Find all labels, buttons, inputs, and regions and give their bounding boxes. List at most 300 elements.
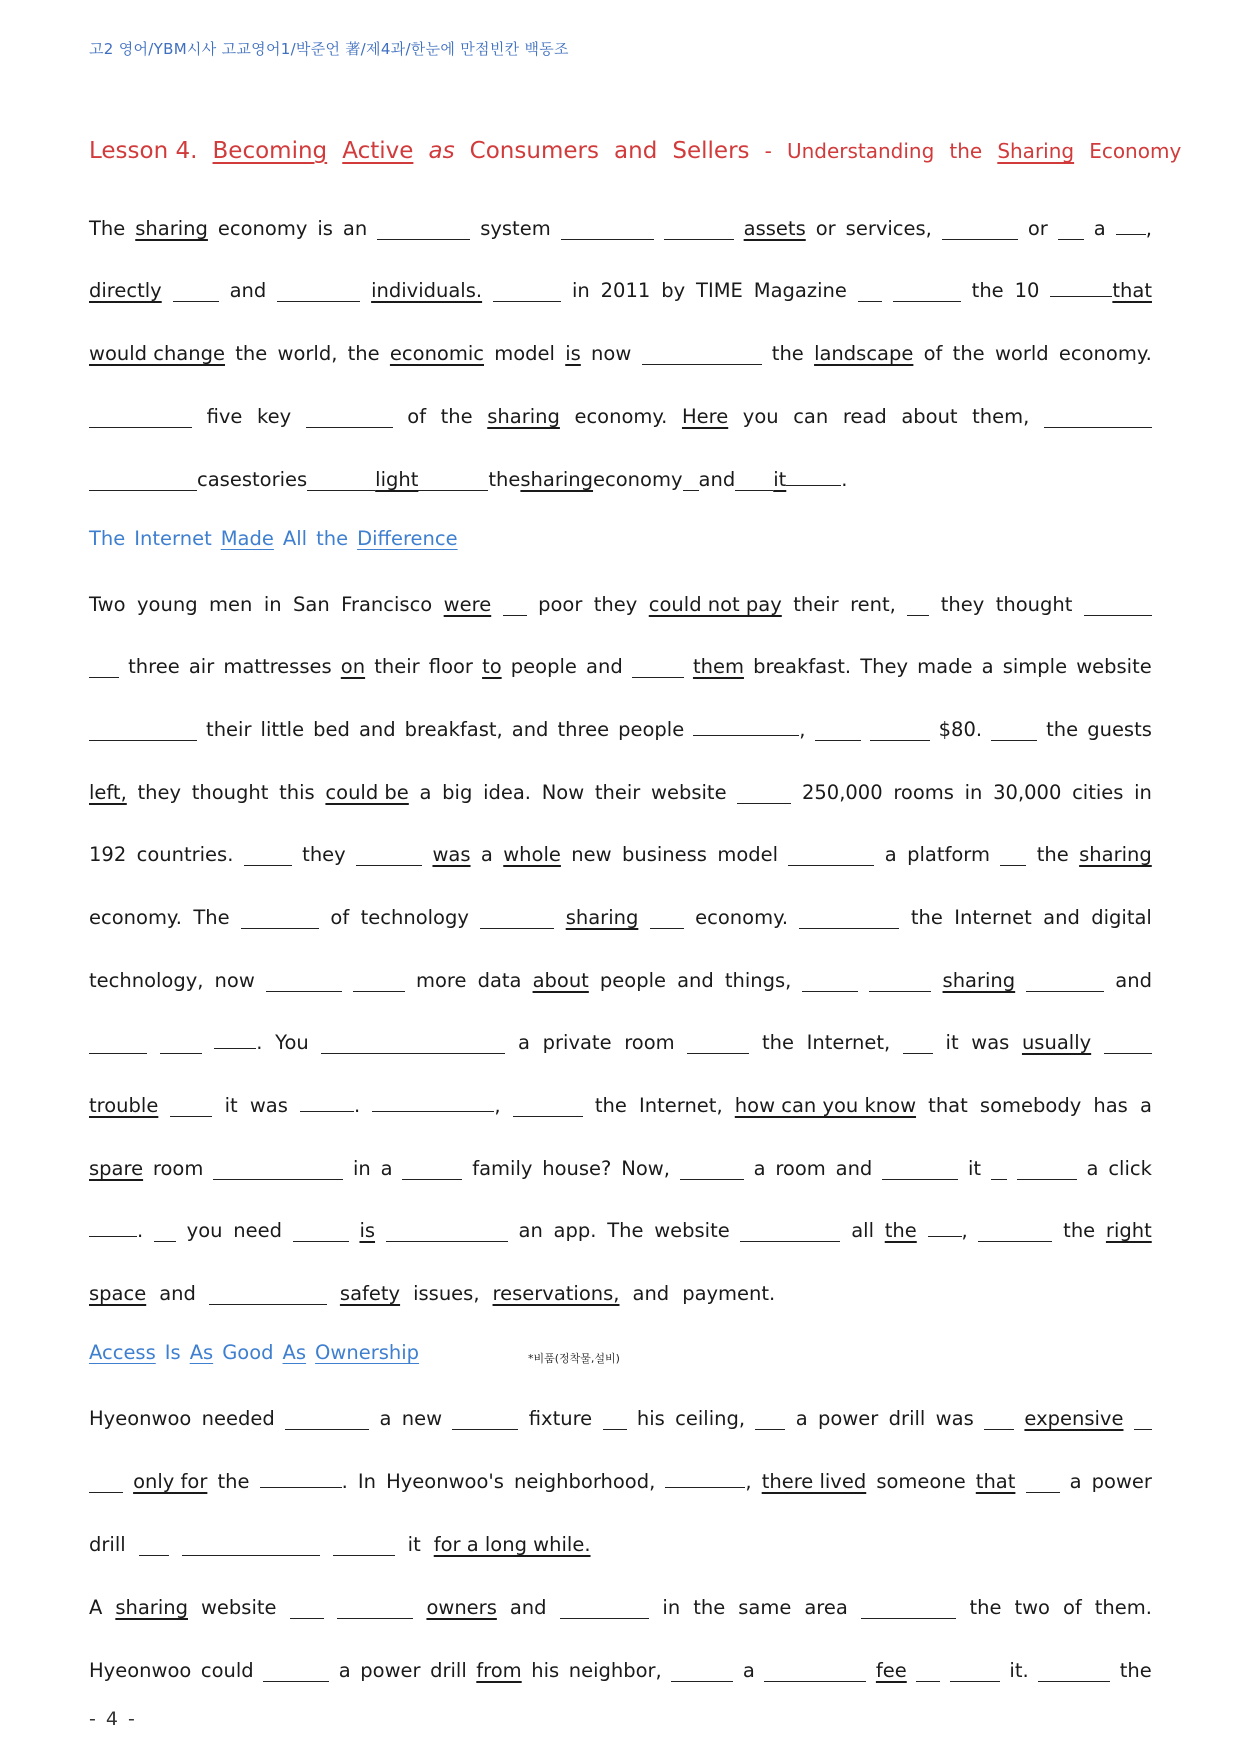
blank[interactable] <box>815 722 861 741</box>
word: San <box>293 593 330 616</box>
word: someone <box>876 1470 966 1493</box>
text-line-7 <box>89 648 1152 678</box>
word: people <box>510 655 577 678</box>
word: their <box>374 655 420 678</box>
word: or <box>815 217 836 240</box>
word: it <box>967 1157 982 1180</box>
word: sharing <box>942 969 1016 992</box>
word: five <box>206 405 243 428</box>
blank[interactable] <box>799 910 899 929</box>
blank[interactable] <box>89 409 192 428</box>
word: three <box>128 655 180 678</box>
word: new <box>571 843 612 866</box>
word: air <box>188 655 215 678</box>
blank[interactable] <box>735 472 773 491</box>
word: and <box>677 969 714 992</box>
word: it <box>407 1533 421 1556</box>
word: economy. <box>1058 342 1152 365</box>
word: you <box>186 1219 223 1242</box>
word: the <box>1046 718 1079 741</box>
word: 250,000 <box>801 781 883 804</box>
word: has <box>1093 1094 1128 1117</box>
blank[interactable] <box>307 472 375 491</box>
word: Hyeonwoo <box>89 1407 192 1430</box>
word: room <box>624 1031 675 1054</box>
blank[interactable] <box>978 1223 1052 1242</box>
word: website <box>651 781 727 804</box>
word: they <box>940 593 985 616</box>
blank[interactable] <box>503 597 527 616</box>
word: were <box>443 593 492 616</box>
blank[interactable] <box>984 1411 1014 1430</box>
blank[interactable] <box>861 1600 957 1619</box>
blank[interactable] <box>1104 1035 1152 1054</box>
word: and <box>698 468 736 491</box>
text-line-6 <box>89 586 1152 616</box>
word: family <box>472 1157 533 1180</box>
blank[interactable] <box>755 1411 785 1430</box>
word: 2011 <box>600 279 651 302</box>
word: The <box>193 906 230 929</box>
word: whole <box>503 843 561 866</box>
word: is <box>317 217 333 240</box>
word: Hyeonwoo <box>89 1659 192 1682</box>
blank[interactable] <box>170 1098 212 1117</box>
word: a <box>380 1157 393 1180</box>
blank[interactable] <box>89 1474 123 1493</box>
word: now <box>214 969 255 992</box>
blank[interactable] <box>1017 1161 1077 1180</box>
word: economic <box>389 342 484 365</box>
blank[interactable] <box>1058 221 1084 240</box>
word: more <box>415 969 467 992</box>
blank[interactable] <box>214 1030 256 1049</box>
word: private <box>542 1031 612 1054</box>
word: Internet, <box>806 1031 891 1054</box>
blank[interactable] <box>560 1600 650 1619</box>
word: and <box>586 655 623 678</box>
word: ceiling, <box>675 1407 746 1430</box>
word: new <box>401 1407 443 1430</box>
blank[interactable] <box>139 1537 169 1556</box>
word: sharing <box>115 1596 188 1619</box>
word: or <box>1027 217 1048 240</box>
word: this <box>279 781 315 804</box>
blank[interactable] <box>493 283 561 302</box>
blank[interactable] <box>356 847 422 866</box>
blank[interactable] <box>290 1600 324 1619</box>
word: the <box>969 1596 1002 1619</box>
word: cities <box>1072 781 1124 804</box>
word: people <box>599 969 666 992</box>
blank[interactable] <box>386 1223 508 1242</box>
word: Internet <box>954 906 1032 929</box>
word: they <box>302 843 346 866</box>
word: men <box>209 593 253 616</box>
word: business <box>621 843 707 866</box>
subtitle-word: Sharing <box>997 139 1075 163</box>
blank[interactable] <box>213 1161 343 1180</box>
blank[interactable] <box>693 717 799 736</box>
word: how can you know <box>734 1094 917 1117</box>
word: an <box>518 1219 543 1242</box>
word: Hyeonwoo's <box>386 1470 504 1493</box>
blank[interactable] <box>89 659 119 678</box>
word: in <box>353 1157 371 1180</box>
word: rent, <box>850 593 896 616</box>
word: poor <box>538 593 583 616</box>
word: room <box>152 1157 204 1180</box>
blank[interactable] <box>1050 278 1112 297</box>
word: and <box>358 718 396 741</box>
blank[interactable] <box>321 1035 505 1054</box>
blank[interactable] <box>1084 597 1152 616</box>
text-line-16 <box>89 1212 1152 1242</box>
blank[interactable] <box>664 221 734 240</box>
text-line-4 <box>89 398 1152 428</box>
word: room <box>775 1157 826 1180</box>
blank[interactable] <box>277 283 360 302</box>
blank[interactable] <box>209 1286 327 1305</box>
blank[interactable] <box>285 1411 369 1430</box>
word: their <box>206 718 252 741</box>
word: owners <box>426 1596 497 1619</box>
word: power <box>360 1659 421 1682</box>
word: Magazine <box>753 279 847 302</box>
word: Now <box>541 781 585 804</box>
word: neighborhood, <box>514 1470 656 1493</box>
word: the <box>1119 1659 1152 1682</box>
word: there lived <box>761 1470 867 1493</box>
blank[interactable] <box>300 1093 354 1112</box>
word: fee <box>875 1659 907 1682</box>
word: was <box>935 1407 974 1430</box>
word: in <box>662 1596 681 1619</box>
word: usually <box>1021 1031 1092 1054</box>
page-header: 고2 영어/YBM시사 고교영어1/박준언 著/제4과/한눈에 만점빈칸 백동조 <box>89 40 569 58</box>
blank[interactable] <box>671 1663 733 1682</box>
word: the <box>1036 843 1069 866</box>
blank[interactable] <box>337 1600 413 1619</box>
blank[interactable] <box>89 472 197 491</box>
word: the <box>235 342 268 365</box>
word: The <box>607 1219 644 1242</box>
word: drill <box>888 1407 926 1430</box>
word: digital <box>1091 906 1152 929</box>
blank[interactable] <box>260 1469 342 1488</box>
word: individuals. <box>371 279 483 302</box>
word: of <box>1062 1596 1082 1619</box>
word: sharing <box>135 217 208 240</box>
word: and <box>632 1282 670 1305</box>
blank[interactable] <box>907 597 929 616</box>
word: drill <box>89 1533 126 1556</box>
blank[interactable] <box>1116 216 1146 235</box>
word: rooms <box>893 781 954 804</box>
word: and <box>1043 906 1080 929</box>
word: that <box>928 1094 968 1117</box>
blank[interactable] <box>154 1223 176 1242</box>
word: . <box>841 468 848 491</box>
word: landscape <box>814 342 914 365</box>
blank[interactable] <box>991 1161 1007 1180</box>
word: need <box>233 1219 282 1242</box>
word: and <box>835 1157 873 1180</box>
blank[interactable] <box>764 1663 866 1682</box>
blank[interactable] <box>306 409 393 428</box>
word: . <box>354 1094 361 1117</box>
blank[interactable] <box>950 1663 1000 1682</box>
blank[interactable] <box>244 847 292 866</box>
word: space <box>89 1282 147 1305</box>
word: and <box>511 718 549 741</box>
blank[interactable] <box>1026 973 1104 992</box>
blank[interactable] <box>650 910 684 929</box>
word: same <box>738 1596 792 1619</box>
word: . <box>341 1470 348 1493</box>
word: In <box>357 1470 376 1493</box>
word: thought <box>191 781 269 804</box>
blank[interactable] <box>293 1223 349 1242</box>
word: the <box>761 1031 794 1054</box>
blank[interactable] <box>173 283 219 302</box>
footnote-note: *비품(정착물,설비) <box>528 1352 620 1365</box>
word: was <box>971 1031 1010 1054</box>
blank[interactable] <box>89 722 197 741</box>
word: idea. <box>483 781 532 804</box>
word: The <box>89 217 126 240</box>
blank[interactable] <box>402 1161 462 1180</box>
title-word: and <box>614 138 658 164</box>
word: trouble <box>89 1094 159 1117</box>
blank[interactable] <box>786 467 841 486</box>
word: services, <box>845 217 932 240</box>
blank[interactable] <box>377 221 470 240</box>
word: a <box>480 843 493 866</box>
word: house? <box>542 1157 612 1180</box>
word: on <box>340 655 366 678</box>
blank[interactable] <box>182 1537 320 1556</box>
word: bed <box>313 718 350 741</box>
word: sharing <box>565 906 639 929</box>
blank[interactable] <box>418 472 442 491</box>
word: , <box>745 1470 752 1493</box>
word: Internet, <box>639 1094 723 1117</box>
blank[interactable] <box>683 472 699 491</box>
text-line-20 <box>89 1526 1152 1556</box>
blank[interactable] <box>442 472 488 491</box>
word: the <box>693 1596 726 1619</box>
word: a <box>981 655 994 678</box>
word: a <box>379 1407 392 1430</box>
word: them, <box>972 405 1030 428</box>
word: website <box>654 1219 730 1242</box>
word: safety <box>339 1282 401 1305</box>
word: reservations, <box>492 1282 620 1305</box>
word: and <box>509 1596 547 1619</box>
blank[interactable] <box>1134 1411 1152 1430</box>
word: them <box>692 655 744 678</box>
word: to <box>482 655 502 678</box>
word: a <box>795 1407 808 1430</box>
word: a <box>518 1031 530 1054</box>
blank[interactable] <box>802 973 858 992</box>
word: app. <box>553 1219 597 1242</box>
word: $80. <box>938 718 983 741</box>
blank[interactable] <box>680 1161 744 1180</box>
blank[interactable] <box>858 283 882 302</box>
subtitle-word: Understanding <box>786 139 935 163</box>
word: by <box>661 279 686 302</box>
blank[interactable] <box>452 1411 518 1430</box>
blank[interactable] <box>893 283 961 302</box>
word: and <box>229 279 267 302</box>
word: data <box>477 969 522 992</box>
word: a <box>1069 1470 1082 1493</box>
word: in <box>263 593 282 616</box>
word: his <box>531 1659 560 1682</box>
blank[interactable] <box>241 910 319 929</box>
word: the <box>971 279 1004 302</box>
text-line-11 <box>89 899 1152 929</box>
word: issues, <box>413 1282 480 1305</box>
word: 10 <box>1014 279 1040 302</box>
text-line-15 <box>89 1150 1152 1180</box>
title-word: Consumers <box>469 138 599 164</box>
word: a <box>1086 1157 1099 1180</box>
blank[interactable] <box>903 1035 933 1054</box>
text-line-10 <box>89 836 1152 866</box>
word: in <box>571 279 590 302</box>
word: drill <box>430 1659 467 1682</box>
word: could not pay <box>648 593 782 616</box>
title-word: Active <box>342 138 414 164</box>
word: you <box>742 405 779 428</box>
section-heading-internet: The Internet Made All the Difference <box>89 527 458 550</box>
blank[interactable] <box>991 722 1037 741</box>
title-dash: - <box>764 139 772 163</box>
word: click <box>1108 1157 1152 1180</box>
word: and <box>159 1282 196 1305</box>
blank[interactable] <box>480 910 554 929</box>
word: made <box>917 655 973 678</box>
section-heading-access: Access Is As Good As Ownership <box>89 1341 420 1364</box>
blank[interactable] <box>870 722 930 741</box>
blank[interactable] <box>513 1098 583 1117</box>
blank[interactable] <box>737 785 791 804</box>
word: platform <box>907 843 990 866</box>
blank[interactable] <box>603 1411 627 1430</box>
blank[interactable] <box>642 346 762 365</box>
word: . <box>137 1219 144 1242</box>
blank[interactable] <box>372 1093 494 1112</box>
word: the <box>910 906 943 929</box>
text-line-21 <box>89 1589 1152 1619</box>
word: system <box>480 217 551 240</box>
word: website <box>200 1596 277 1619</box>
word: it <box>773 468 787 491</box>
blank[interactable] <box>942 221 1018 240</box>
word: guests <box>1087 718 1152 741</box>
blank[interactable] <box>160 1035 202 1054</box>
text-line-13 <box>89 1024 1152 1054</box>
text-line-18 <box>89 1400 1152 1430</box>
word: they <box>137 781 182 804</box>
blank[interactable] <box>89 1218 137 1237</box>
word: the <box>771 342 804 365</box>
word: of <box>330 906 350 929</box>
word: A <box>89 1596 103 1619</box>
word: left, <box>89 781 127 804</box>
word: Francisco <box>341 593 433 616</box>
word: they <box>593 593 638 616</box>
word: young <box>137 593 198 616</box>
blank[interactable] <box>1000 847 1026 866</box>
blank[interactable] <box>882 1161 958 1180</box>
blank[interactable] <box>1044 409 1152 428</box>
text-line-1 <box>89 210 1152 240</box>
word: world <box>994 342 1049 365</box>
word: Here <box>681 405 729 428</box>
word: power <box>1091 1470 1152 1493</box>
word: a <box>419 781 432 804</box>
word: . <box>256 1031 263 1054</box>
word: assets <box>743 217 806 240</box>
word: spare <box>89 1157 144 1180</box>
word: a <box>753 1157 766 1180</box>
blank[interactable] <box>740 1223 840 1242</box>
word: about <box>901 405 958 428</box>
word: would change <box>89 342 225 365</box>
word: the <box>1063 1219 1096 1242</box>
title-lesson: Lesson 4. <box>89 138 198 164</box>
text-line-3 <box>89 335 1152 365</box>
text-line-22 <box>89 1652 1152 1682</box>
blank[interactable] <box>632 659 684 678</box>
blank[interactable] <box>1038 1663 1110 1682</box>
word: two <box>1014 1596 1050 1619</box>
blank[interactable] <box>869 973 931 992</box>
word: economy <box>217 217 308 240</box>
text-line-5 <box>89 461 1152 491</box>
word: a <box>742 1659 755 1682</box>
word: neighbor, <box>568 1659 662 1682</box>
blank[interactable] <box>266 973 342 992</box>
text-line-9 <box>89 774 1152 804</box>
blank[interactable] <box>263 1663 329 1682</box>
blank[interactable] <box>89 1035 147 1054</box>
word: fixture <box>528 1407 593 1430</box>
blank[interactable] <box>333 1537 395 1556</box>
word: three <box>557 718 610 741</box>
word: his <box>636 1407 665 1430</box>
blank[interactable] <box>353 973 405 992</box>
word: their <box>793 593 839 616</box>
blank[interactable] <box>665 1469 745 1488</box>
word: area <box>804 1596 848 1619</box>
text-line-2 <box>89 272 1152 302</box>
word: technology, <box>89 969 204 992</box>
blank[interactable] <box>916 1663 940 1682</box>
word: case <box>197 468 242 491</box>
blank[interactable] <box>561 221 654 240</box>
word: the <box>440 405 473 428</box>
text-line-19 <box>89 1463 1152 1493</box>
blank[interactable] <box>928 1218 962 1237</box>
blank[interactable] <box>687 1035 749 1054</box>
blank[interactable] <box>788 847 874 866</box>
blank[interactable] <box>1026 1474 1060 1493</box>
